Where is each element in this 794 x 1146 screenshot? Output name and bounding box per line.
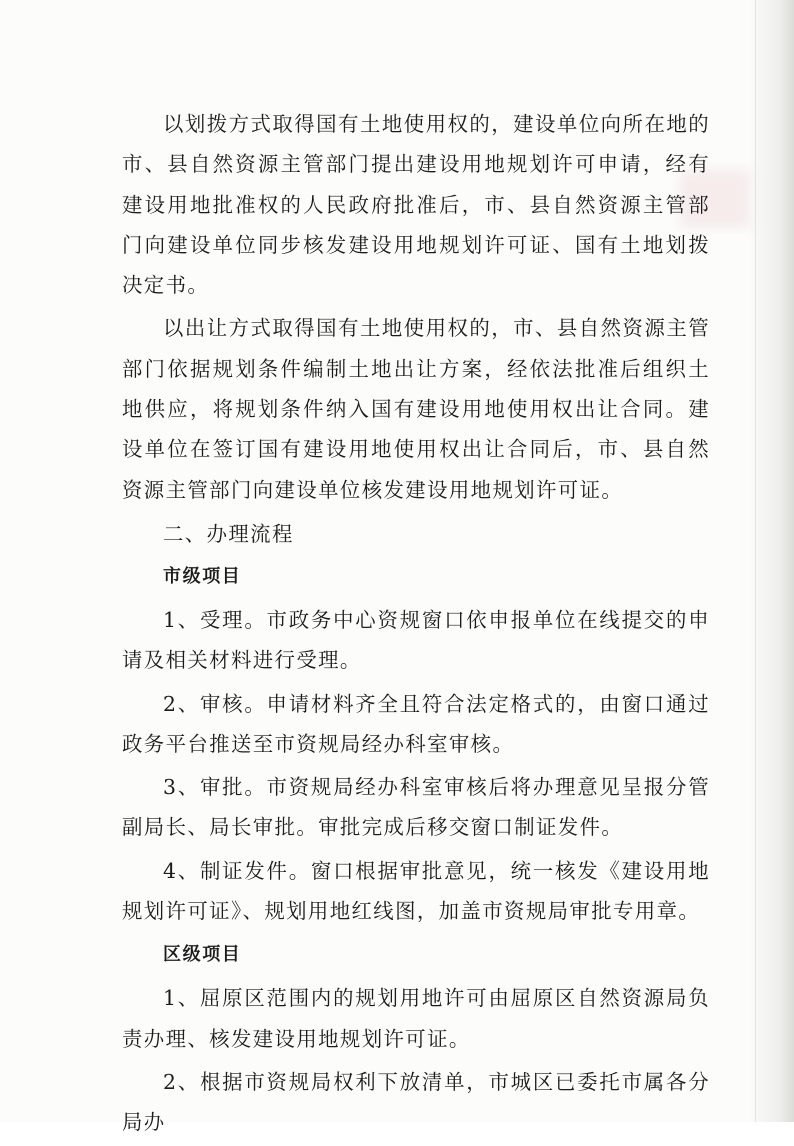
city-level-title: 市级项目 xyxy=(163,565,242,587)
section-heading: 二、办理流程 xyxy=(163,521,294,546)
city-step-1: 1、受理。市政务中心资规窗口依申报单位在线提交的申请及相关材料进行受理。 xyxy=(122,607,710,673)
paragraph-allocation: 以划拨方式取得国有土地使用权的，建设单位向所在地的市、县自然资源主管部门提出建设用地规划许可申请，经有建设用地批准权的人民政府批准后，市、县自然资源主管部门向建设单位同步核发建设用地规划许可证、国有土地划拨决定书。 xyxy=(122,112,710,298)
city-step-4: 4、制证发件。窗口根据审批意见，统一核发《建设用地规划许可证》、规划用地红线图，加盖市资规局审批专用章。 xyxy=(122,858,710,924)
city-step-3: 3、审批。市资规局经办科室审核后将办理意见呈报分管副局长、局长审批。审批完成后移交窗口制证发件。 xyxy=(122,775,710,840)
district-level-title: 区级项目 xyxy=(163,944,242,966)
district-step-1: 1、屈原区范围内的规划用地许可由屈原区自然资源局负责办理、核发建设用地规划许可证。 xyxy=(122,986,710,1051)
document-body xyxy=(122,104,710,1146)
scan-edge-line xyxy=(755,0,756,1122)
district-step-2: 2、根据市资规局权利下放清单，市城区已委托市属各分局办 xyxy=(122,1069,710,1135)
paragraph-transfer: 以出让方式取得国有土地使用权的，市、县自然资源主管部门依据规划条件编制土地出让方案，经依法批准后组织土地供应，将规划条件纳入国有建设用地使用权出让合同。建设单位在签订国有建设用地使用权出让合同后，市、县自然资源主管部门向建设单位核发建设用地规划许可证。 xyxy=(122,316,710,502)
city-step-2: 2、审核。申请材料齐全且符合法定格式的，由窗口通过政务平台推送至市资规局经办科室审核。 xyxy=(122,691,710,756)
